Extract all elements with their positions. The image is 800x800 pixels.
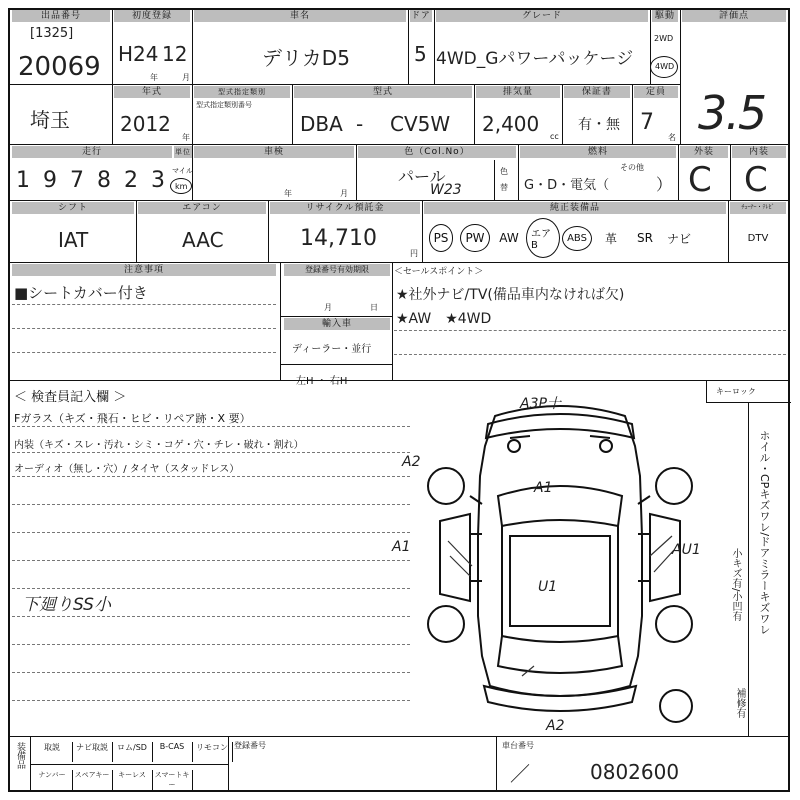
reg-expiry-day: 日 <box>370 303 378 312</box>
hdr-import: 輸入車 <box>284 318 390 330</box>
mileage-mile: マイル <box>172 167 193 175</box>
hdr-first-reg: 初度登録 <box>114 10 190 22</box>
bottom-item-4: リモコン <box>192 742 233 762</box>
mark-roof: U1 <box>538 579 558 595</box>
fuel-other: その他 <box>620 163 644 172</box>
hdr-aircon: エアコン <box>138 202 266 214</box>
chassis-label: 車台番号 <box>502 741 534 750</box>
recycle-unit: 円 <box>410 249 418 258</box>
mileage-km: km <box>175 182 188 191</box>
equipment-1: PW <box>458 216 492 260</box>
equipment-3: エアB <box>526 216 560 260</box>
first-reg-month-unit: 月 <box>182 73 190 82</box>
hdr-mileage: 走行 <box>12 146 172 158</box>
hdr-model-type: 型式 <box>294 86 472 98</box>
mileage-km-circle <box>170 178 192 194</box>
hdr-warranty: 保証書 <box>564 86 630 98</box>
fuel-close: ） <box>656 175 673 194</box>
sales-point-2: ★AW ★4WD <box>396 311 492 327</box>
hdr-equipment: 純正装備品 <box>424 202 726 214</box>
mark-front: A3P十 <box>520 396 561 412</box>
first-reg-era: H24 <box>118 42 159 66</box>
int-grade: C <box>744 160 768 200</box>
drive-2wd: 2WD <box>654 34 674 43</box>
drive-4wd-circle <box>650 56 678 78</box>
model-hist-label: 型式指定類別番号 <box>196 101 252 109</box>
hdr-model-hist: 型式指定類別 <box>194 86 290 98</box>
mark-front-left: A2 <box>402 454 421 470</box>
import-hand: 左H ・ 右H <box>296 376 348 387</box>
year-unit: 年 <box>182 133 190 142</box>
color-name: パール <box>398 167 446 186</box>
hdr-int: 内装 <box>732 146 786 158</box>
equipment-0: PS <box>424 216 458 260</box>
hdr-car-name: 車名 <box>194 10 406 22</box>
side-note-2: 小キズ有/小凹有 <box>730 548 741 622</box>
hdr-capacity: 定員 <box>634 86 678 98</box>
recycle-value: 14,710 <box>300 226 377 251</box>
region: 埼玉 <box>30 108 70 132</box>
notes-value: ■シートカバー付き <box>14 284 148 302</box>
color-label-a: 色 <box>500 167 508 176</box>
model-code: CV5W <box>390 112 451 136</box>
hdr-sales-point: ＜セールスポイント＞ <box>394 267 484 277</box>
hdr-shaken: 車検 <box>194 146 354 158</box>
bottom-item-2: ロム/SD <box>112 742 153 762</box>
mark-left-door: A1 <box>392 539 411 555</box>
shaken-year: 年 <box>284 189 292 198</box>
reg-expiry-month: 月 <box>324 303 332 312</box>
hdr-displacement: 排気量 <box>476 86 560 98</box>
equipment-2: AW <box>499 231 519 245</box>
hdr-recycle: リサイクル預託金 <box>270 202 420 214</box>
mark-hood: A1 <box>534 480 553 496</box>
hdr-color: 色（Col.No） <box>358 146 516 158</box>
bottom-item-0: 取説 <box>32 742 73 762</box>
shaken-month: 月 <box>340 189 348 198</box>
grade: 4WD_Gパワーパッケージ <box>436 49 634 69</box>
equipment-6: SR <box>637 231 653 245</box>
bottom-item2-1: スペアキー <box>72 770 113 790</box>
mark-right-door: AU1 <box>672 542 701 558</box>
bottom-item-1: ナビ取説 <box>72 742 113 762</box>
hdr-fuel: 燃料 <box>520 146 676 158</box>
sales-point-1: ★社外ナビ/TV(備品車内なければ欠) <box>396 287 625 303</box>
displacement-unit: cc <box>550 132 559 141</box>
mark-rear: A2 <box>546 718 565 734</box>
shift-value: IAT <box>58 228 89 252</box>
reg-no-label: 登録番号 <box>234 741 266 750</box>
bottom-item2-2: キーレス <box>112 770 153 790</box>
lot-prefix: [1325] <box>30 26 74 41</box>
hdr-score: 評価点 <box>682 10 786 22</box>
equipment-5: 革 <box>604 231 617 246</box>
car-name: デリカD5 <box>262 46 350 70</box>
inspector-line-3: オーディオ（無し・穴）/ タイヤ（スタッドレス） <box>14 464 240 475</box>
car-diagram <box>392 386 710 736</box>
inspector-line-2: 内装（キズ・スレ・汚れ・シミ・コゲ・穴・チレ・破れ・割れ） <box>14 440 304 451</box>
inspector-line-1: Fガラス（キズ・飛石・ヒビ・リペア跡・X 要） <box>14 412 251 425</box>
hdr-lot: 出品番号 <box>12 10 110 22</box>
hdr-shift: シフト <box>12 202 134 214</box>
ext-grade: C <box>688 160 712 200</box>
hdr-unit: 単位 <box>175 148 191 156</box>
lot-number: 20069 <box>18 52 101 82</box>
chassis-number: 0802600 <box>590 760 680 784</box>
doors: 5 <box>414 42 427 66</box>
mileage-digits: 1 9 7 8 2 3 <box>16 168 168 193</box>
equipment-8: DTV <box>747 232 769 244</box>
key-lock-label: キーロック <box>716 387 756 396</box>
first-reg-month: 12 <box>162 42 188 66</box>
inspector-note: 下廻りSS小 <box>22 595 111 615</box>
hdr-notes: 注意事項 <box>12 264 276 276</box>
hdr-reg-expiry: 登録番号有効期限 <box>284 264 390 276</box>
hdr-drive: 駆動 <box>652 10 678 22</box>
hdr-doors: ドア <box>411 11 431 21</box>
inspector-title: ＜ 検査員記入欄 ＞ <box>14 390 127 405</box>
side-note-1: ホイル・CPキズワレ/ドアミラーキズワレ <box>758 430 771 636</box>
drive-4wd: 4WD <box>655 62 675 71</box>
chassis-mark: ／ <box>510 762 530 786</box>
color-code: W23 <box>430 182 462 198</box>
color-label-b: 替 <box>500 183 508 192</box>
hdr-tuner: ﾁｭｰﾅｰ・ﾃﾚﾋﾞ <box>730 202 786 214</box>
model-dash: - <box>356 112 364 136</box>
hdr-grade: グレード <box>436 10 648 22</box>
equipment-4: ABS <box>560 216 594 260</box>
fuel-options: G・D・電気（ <box>524 178 610 193</box>
score-value: 3.5 <box>698 86 766 140</box>
capacity-value: 7 <box>640 110 654 135</box>
bottom-item2-0: ナンバー <box>32 770 73 790</box>
model-prefix: DBA <box>300 112 343 136</box>
import-dealer: ディーラー・並行 <box>292 344 372 355</box>
hdr-year: 年式 <box>114 86 190 98</box>
warranty-value: 有・無 <box>578 117 620 133</box>
side-note-3: 補修有 <box>734 688 745 718</box>
aircon-value: AAC <box>182 228 224 252</box>
displacement-value: 2,400 <box>482 112 540 136</box>
equipment-7: ナビ <box>666 231 691 246</box>
bottom-side-label: 装備品 <box>15 742 25 769</box>
bottom-item-3: B-CAS <box>152 742 193 762</box>
year-value: 2012 <box>120 112 171 136</box>
hdr-ext: 外装 <box>680 146 728 158</box>
bottom-item2-3: スマートキー <box>152 770 193 790</box>
first-reg-year-unit: 年 <box>150 73 158 82</box>
capacity-unit: 名 <box>668 133 676 142</box>
